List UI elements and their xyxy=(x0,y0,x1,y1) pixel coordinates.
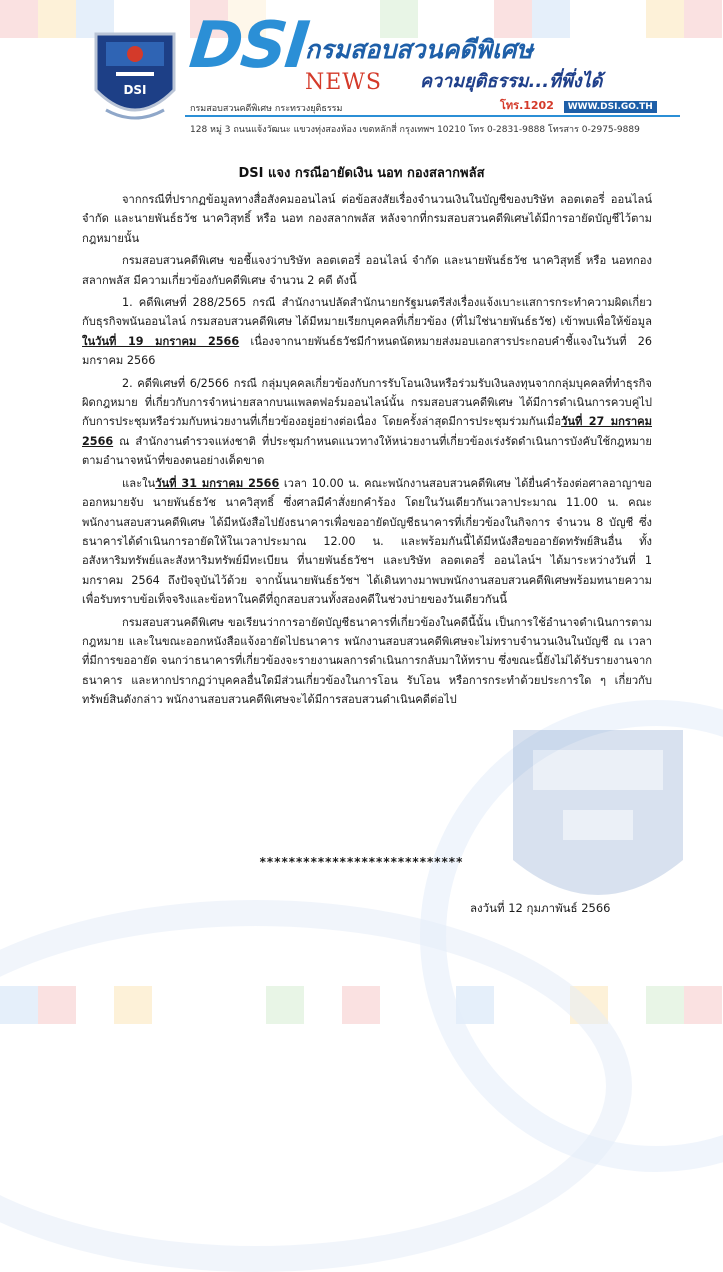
contact-box xyxy=(500,96,657,114)
svg-text:DSI: DSI xyxy=(123,83,147,97)
dsi-shield-logo-icon xyxy=(92,30,178,128)
address-line-2: 128 หมู่ 3 ถนนแจ้งวัฒนะ แขวงทุ่งสองห้อง เขตหลักสี่ กรุงเทพฯ 10210 โทร 0-2831-9888 โทรสาร 0-2975-9889 xyxy=(190,125,640,135)
separator-stars: **************************** xyxy=(259,855,464,869)
freeze-date: วันที่ 31 มกราคม 2566 xyxy=(155,476,280,490)
paragraph-clarification: กรมสอบสวนคดีพิเศษ ขอชี้แจงว่าบริษัท ลอตเตอรี่ ออนไลน์ จำกัด และนายพันธ์ธวัช นาควิสุทธิ์ หรือ นอทกองสลากพลัส มีความเกี่ยวข้องกับคดีพิเศษ จำนวน 2 คดี ดังนี้ xyxy=(82,254,652,287)
department-name: กรมสอบสวนคดีพิเศษ xyxy=(305,35,533,64)
paragraph-intro: จากกรณีที่ปรากฏข้อมูลทางสื่อสังคมออนไลน์ ต่อข้อสงสัยเรื่องจำนวนเงินในบัญชีของบริษัท ลอตเตอรี่ ออนไลน์ จำกัด และนายพันธ์ธวัช นาควิสุทธิ์ หรือ นอท กองสลากพลัส หลังจากที่กรมสอบสวนคดีพิเศษได้มีการอายัดบัญชีไว้ตามกฎหมายนั้น xyxy=(82,193,652,245)
document-body xyxy=(82,190,652,713)
website-link[interactable]: WWW.DSI.GO.TH xyxy=(564,101,657,113)
case-2-text: 2. คดีพิเศษที่ 6/2566 กรณี กลุ่มบุคคลเกี่ยวข้องกับการรับโอนเงินหรือร่วมรับเงินลงทุนจากกลุ่มบุคคลที่ทำธุรกิจผิดกฎหมาย ที่เกี่ยวกับการจำหน่ายสลากบนแพลตฟอร์มออนไลน์นั้น กรมสอบสวนคดีพิเศษ ได้มีการดำเนินการควบคู่ไปกับการประชุมหรือร่วมกับหน่วยงานที่เกี่ยวข้องอยู่อย่างต่อเนื่อง โดยครั้งล่าสุดมีการประชุมร่วมกันเมื่อ xyxy=(82,376,652,429)
address-line-1: กรมสอบสวนคดีพิเศษ กระทรวงยุติธรรม xyxy=(190,104,343,114)
freeze-text-end: เวลา 10.00 น. คณะพนักงานสอบสวนคดีพิเศษ ได้ยื่นคำร้องต่อศาลอาญาขอออกหมายจับ นายพันธ์ธวัช นาควิสุทธิ์ ซึ่งศาลมีคำสั่งยกคำร้อง โดยในวันเดียวกันเวลาประมาณ 11.00 น. คณะพนักงานสอบสวนคดีพิเศษ ได้มีหนังสือไปยังธนาคารเพื่อขออายัดบัญชีธนาคารที่เกี่ยวข้องในกิจการ จำนวน 8 บัญชี ซึ่งธนาคารได้ดำเนินการอายัดให้ในเวลาประมาณ 12.00 น. และพร้อมกันนี้ได้มีหนังสือขออายัดทรัพย์สินอื่น ทั้งอสังหาริมทรัพย์และสังหาริมทรัพย์มีทะเบียน ที่นายพันธ์ธวัชฯ และบริษัท ลอตเตอรี่ ออนไลน์ฯ ได้มาระหว่างวันที่ 1 มกราคม 2564 ถึงปัจจุบันไว้ด้วย จากนั้นนายพันธ์ธวัชฯ ได้เดินทางมาพบพนักงานสอบสวนคดีพิเศษพร้อมทนายความ เพื่อรับทราบข้อเท็จจริงและข้อหาในคดีที่ถูกสอบสวนทั้งสองคดีในช่วงบ่ายของวันเดียวกันนี้ xyxy=(82,476,652,607)
issue-date: ลงวันที่ 12 กุมภาพันธ์ 2566 xyxy=(470,901,611,915)
hotline: โทร.1202 xyxy=(500,99,554,112)
case-1-date: ในวันที่ 19 มกราคม 2566 xyxy=(82,334,240,348)
case-1-text-end: เนื่องจากนายพันธ์ธวัชมีกำหนดนัดหมายส่งมอบเอกสารประกอบคำชี้แจงในวันที่ 26 มกราคม 2566 xyxy=(82,334,652,368)
header-divider xyxy=(185,115,680,117)
paragraph-case-1 xyxy=(82,293,652,371)
paragraph-statement: กรมสอบสวนคดีพิเศษ ขอเรียนว่าการอายัดบัญชีธนาคารที่เกี่ยวข้องในคดีนี้นั้น เป็นการใช้อำนาจดำเนินการตามกฎหมาย และในขณะออกหนังสือแจ้งอายัดไปธนาคาร พนักงานสอบสวนคดีพิเศษจะไม่ทราบจำนวนเงินในบัญชี ณ เวลาที่มีการขออายัด จนกว่าธนาคารที่เกี่ยวข้องจะรายงานผลการดำเนินการกลับมาให้ทราบ ซึ่งขณะนี้ยังไม่ได้รับรายงานจากธนาคาร และหากปรากฏว่าบุคคลอื่นใดมีส่วนเกี่ยวข้องในการโอน รับโอน หรือการกระทำด้วยประการใด ๆ เกี่ยวกับทรัพย์สินดังกล่าว พนักงานสอบสวนคดีพิเศษจะได้มีการสอบสวนดำเนินคดีต่อไป xyxy=(82,615,652,707)
document-title: DSI แจง กรณีอายัดเงิน นอท กองสลากพลัส xyxy=(238,166,485,181)
case-2-text-end: ณ สำนักงานตำรวจแห่งชาติ ที่ประชุมกำหนดแนวทางให้หน่วยงานที่เกี่ยวข้องเร่งรัดดำเนินการบังคับใช้กฎหมายตามอำนาจหน้าที่ของตนอย่างเด็ดขาด xyxy=(82,434,652,468)
paragraph-case-2 xyxy=(82,374,652,471)
news-label: NEWS xyxy=(305,70,382,95)
paragraph-freeze xyxy=(82,474,652,610)
letterhead xyxy=(0,0,723,135)
case-2-date: วันที่ 27 มกราคม 2566 xyxy=(82,415,652,448)
case-1-text: 1. คดีพิเศษที่ 288/2565 กรณี สำนักงานปลัดสำนักนายกรัฐมนตรีส่งเรื่องแจ้งเบาะแสการกระทำความผิดเกี่ยวกับธุรกิจพนันออนไลน์ กรมสอบสวนคดีพิเศษ ได้มีหมายเรียกบุคคลที่เกี่ยวข้อง (ที่ไม่ใช่นายพันธ์ธวัช) เข้าพบเพื่อให้ข้อมูล xyxy=(82,296,652,329)
freeze-text: และใน xyxy=(122,476,156,490)
slogan: ความยุติธรรม...ที่พึ่งได้ xyxy=(420,71,603,92)
dsi-wordmark: DSI xyxy=(186,9,311,83)
